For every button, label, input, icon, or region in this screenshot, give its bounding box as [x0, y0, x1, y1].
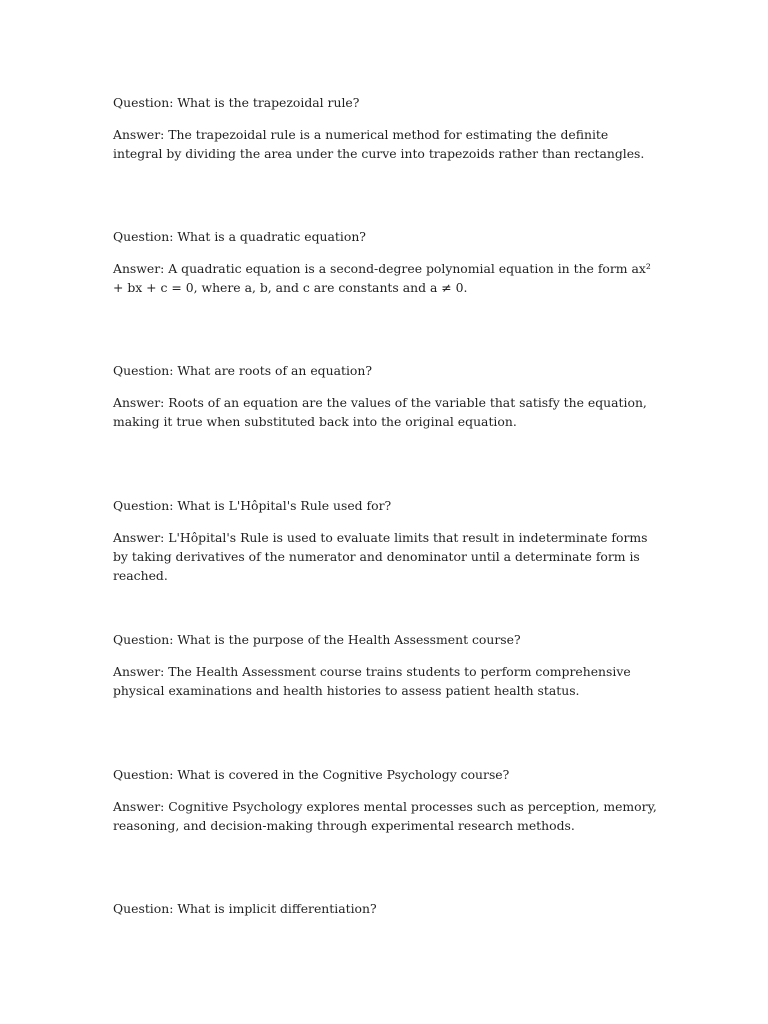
qa-item — [113, 361, 661, 431]
answer-text: Answer: The trapezoidal rule is a numerical method for estimating the definite integral by dividing the area under the curve into trapezoids rather than rectangles. — [113, 127, 645, 161]
qa-item — [113, 496, 661, 585]
qa-item — [113, 899, 661, 918]
question-text: Question: What is the trapezoidal rule? — [113, 95, 360, 110]
question-text: Question: What are roots of an equation? — [113, 363, 372, 378]
answer-text: Answer: The Health Assessment course trains students to perform comprehensive physical examinations and health histories to assess patient health status. — [113, 664, 631, 698]
answer-text: Answer: L'Hôpital's Rule is used to evaluate limits that result in indeterminate forms by taking derivatives of the numerator and denominator until a determinate form is reached. — [113, 530, 648, 583]
question-text: Question: What is a quadratic equation? — [113, 229, 366, 244]
question-text: Question: What is L'Hôpital's Rule used for? — [113, 498, 392, 513]
question-text: Question: What is implicit differentiation? — [113, 901, 377, 916]
qa-item — [113, 630, 661, 700]
qa-item — [113, 93, 661, 163]
answer-text: Answer: Roots of an equation are the values of the variable that satisfy the equation, making it true when substituted back into the original equation. — [113, 395, 647, 429]
answer-text: Answer: Cognitive Psychology explores mental processes such as perception, memory, reasoning, and decision-making through experimental research methods. — [113, 799, 657, 833]
qa-item — [113, 227, 661, 297]
qa-item — [113, 765, 661, 835]
question-text: Question: What is the purpose of the Health Assessment course? — [113, 632, 521, 647]
answer-text: Answer: A quadratic equation is a second-degree polynomial equation in the form ax² + bx + c = 0, where a, b, and c are constants and a ≠ 0. — [113, 261, 651, 295]
question-text: Question: What is covered in the Cognitive Psychology course? — [113, 767, 510, 782]
